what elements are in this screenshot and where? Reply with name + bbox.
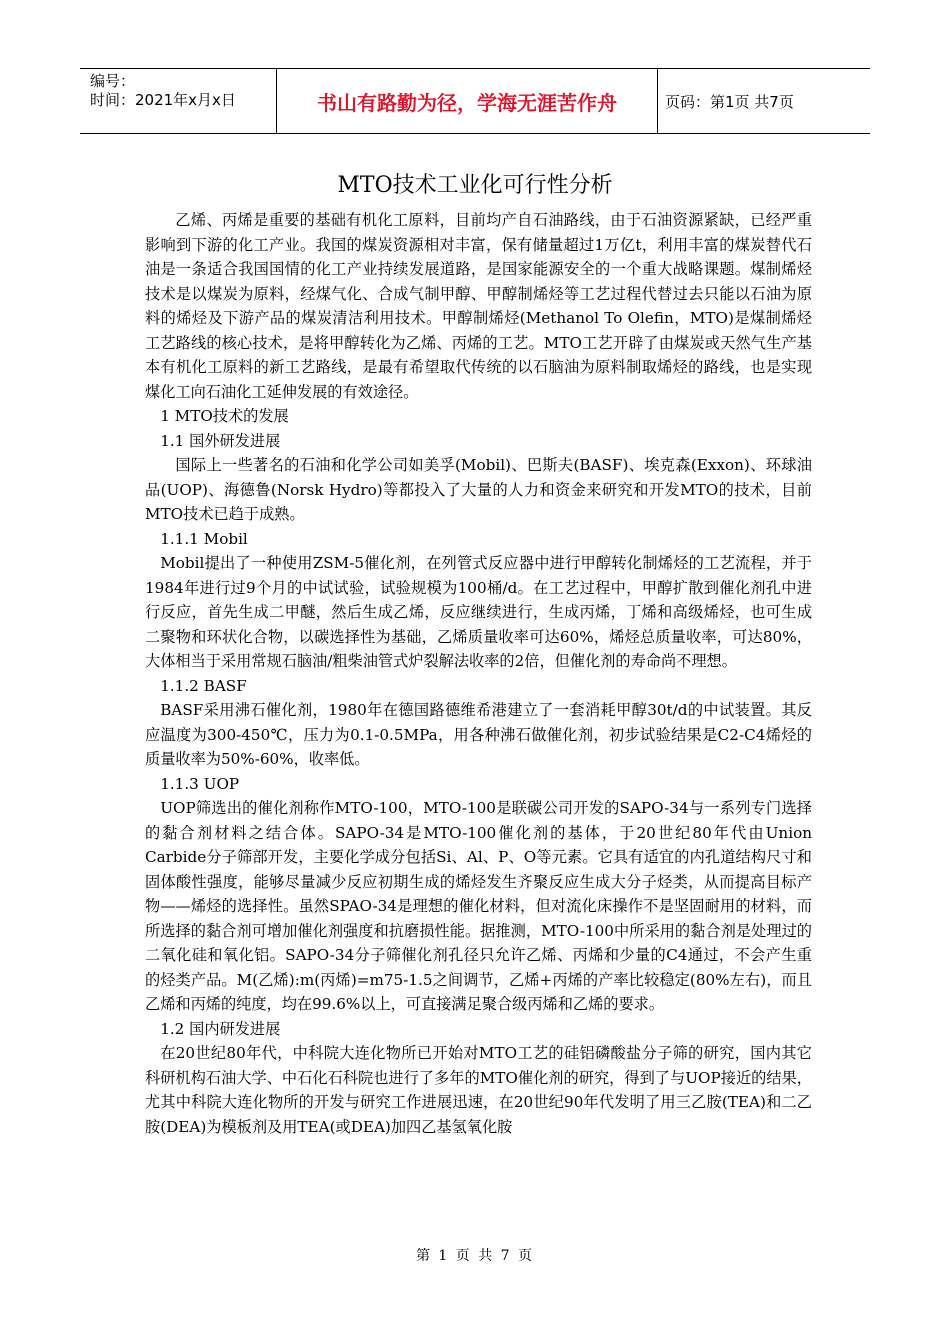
body-paragraph: 国际上一些著名的石油和化学公司如美孚(Mobil)、巴斯夫(BASF)、埃克森(Exxon)、环球油品(UOP)、海德鲁(Norsk Hydro)等都投入了大量的人力和资金来研究和开发MTO的技术，目前MTO技术已趋于成熟。 xyxy=(145,456,812,523)
page-header xyxy=(80,68,870,134)
body-paragraph: Mobil提出了一种使用ZSM-5催化剂，在列管式反应器中进行甲醇转化制烯烃的工艺流程，并于1984年进行过9个月的中试试验，试验规模为100桶/d。在工艺过程中，甲醇扩散到催化剂孔中进行反应，首先生成二甲醚，然后生成乙烯，反应继续进行，生成丙烯，丁烯和高级烯烃，也可生成二聚物和环状化合物，以碳选择性为基础，乙烯质量收率可达60%，烯烃总质量收率，可达80%，大体相当于采用常规石脑油/粗柴油管式炉裂解法收率的2倍，但催化剂的寿命尚不理想。 xyxy=(145,554,812,670)
header-motto: 书山有路勤为径，学海无涯苦作舟 xyxy=(277,69,658,133)
section-heading: 1.1.3 UOP xyxy=(160,774,240,793)
body-paragraph: 在20世纪80年代，中科院大连化物所已开始对MTO工艺的硅铝磷酸盐分子筛的研究，国内其它科研机构石油大学、中石化石科院也进行了多年的MTO催化剂的研究，得到了与UOP接近的结果，尤其中科院大连化物所的开发与研究工作进展迅速，在20世纪90年代发明了用三乙胺(TEA)和二乙胺(DEA)为模板剂及用TEA(或DEA)加四乙基氢氧化胺 xyxy=(145,1044,812,1136)
body-paragraph: BASF采用沸石催化剂，1980年在德国路德维希港建立了一套消耗甲醇30t/d的中试装置。其反应温度为300-450℃，压力为0.1-0.5MPa，用各种沸石做催化剂，初步试验结果是C2-C4烯烃的质量收率为50%-60%，收率低。 xyxy=(145,701,812,768)
document-number-label: 编号： xyxy=(90,72,136,90)
header-page-info: 页码：第1页 共7页 xyxy=(665,92,794,111)
document-body xyxy=(145,208,812,1139)
header-meta-cell xyxy=(80,69,277,133)
body-paragraph: UOP筛选出的催化剂称作MTO-100，MTO-100是联碳公司开发的SAPO-34与一系列专门选择的黏合剂材料之结合体。SAPO-34是MTO-100催化剂的基体，于20世纪80年代由Union Carbide分子筛部开发，主要化学成分包括Si、Al、P、O等元素。它具有适宜的内孔道结构尺寸和固体酸性强度，能够尽量减少反应初期生成的烯烃发生齐聚反应生成大分子烃类，从而提高目标产物——烯烃的选择性。虽然SPAO-34是理想的催化材料，但对流化床操作不是坚固耐用的材料，而所选择的黏合剂可增加催化剂强度和抗磨损性能。据推测，MTO-100中所采用的黏合剂是处理过的二氧化硅和氧化铝。SAPO-34分子筛催化剂孔径只允许乙烯、丙烯和少量的C4通过，不会产生重的烃类产品。M(乙烯):m(丙烯)=m75-1.5之间调节，乙烯+丙烯的产率比较稳定(80%左右)，而且乙烯和丙烯的纯度，均在99.6%以上，可直接满足聚合级丙烯和乙烯的要求。 xyxy=(145,799,812,1013)
intro-paragraph: 乙烯、丙烯是重要的基础有机化工原料，目前均产自石油路线，由于石油资源紧缺，已经严重影响到下游的化工产业。我国的煤炭资源相对丰富，保有储量超过1万亿t，利用丰富的煤炭替代石油是一条适合我国国情的化工产业持续发展道路，是国家能源安全的一个重大战略课题。煤制烯烃技术是以煤炭为原料，经煤气化、合成气制甲醇、甲醇制烯烃等工艺过程代替过去只能以石油为原料的烯烃及下游产品的煤炭清洁利用技术。甲醇制烯烃(Methanol To Olefin，MTO)是煤制烯烃工艺路线的核心技术，是将甲醇转化为乙烯、丙烯的工艺。MTO工艺开辟了由煤炭或天然气生产基本有机化工原料的新工艺路线，是最有希望取代传统的以石脑油为原料制取烯烃的路线，也是实现煤化工向石油化工延伸发展的有效途径。 xyxy=(145,211,812,401)
document-time-label: 时间：2021年x月x日 xyxy=(90,91,236,109)
page-footer: 第 1 页 共 7 页 xyxy=(415,1248,535,1264)
section-heading: 1 MTO技术的发展 xyxy=(160,407,289,425)
section-heading: 1.1 国外研发进展 xyxy=(160,431,281,450)
section-heading: 1.2 国内研发进展 xyxy=(160,1019,281,1038)
section-heading: 1.1.2 BASF xyxy=(160,676,247,695)
document-title: MTO技术工业化可行性分析 xyxy=(337,173,613,198)
section-heading: 1.1.1 Mobil xyxy=(160,529,248,548)
